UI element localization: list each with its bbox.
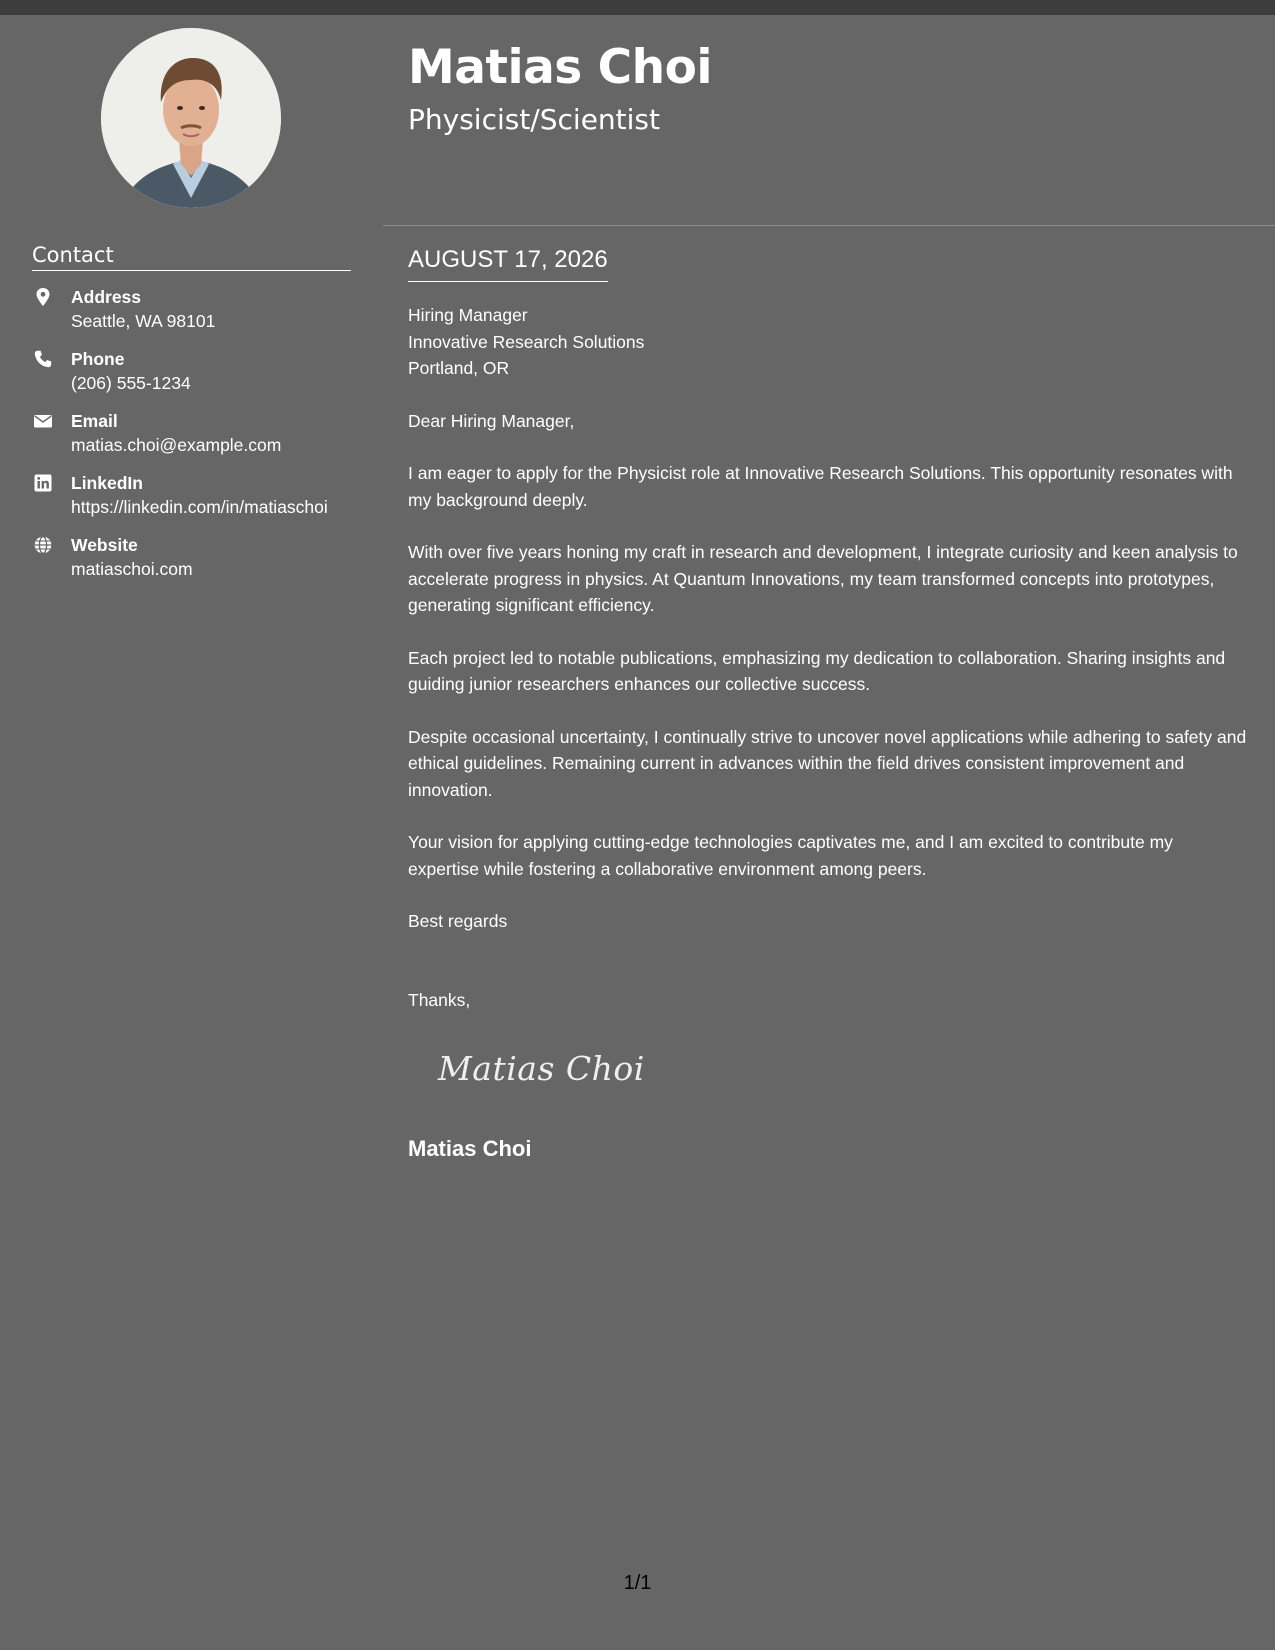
linkedin-value[interactable]: https://linkedin.com/in/matiaschoi	[71, 497, 328, 517]
contact-label: Address	[71, 287, 142, 307]
page-number: 1/1	[623, 1572, 652, 1594]
top-bar	[0, 0, 1275, 15]
contact-item-website	[32, 533, 357, 581]
paragraph: Each project led to notable publications, emphasizing my dedication to collaboration. Sharing insights and guiding junior researchers enhances our collective success.	[408, 647, 1226, 694]
closing: Thanks,	[408, 989, 471, 1010]
regards: Best regards	[408, 911, 508, 931]
contact-item-address	[32, 285, 357, 333]
contact-item-phone	[32, 347, 357, 395]
globe-icon	[34, 536, 52, 554]
contact-label: LinkedIn	[71, 473, 143, 493]
contact-label: Phone	[71, 349, 125, 369]
paragraph: Despite occasional uncertainty, I continually strive to uncover novel applications while adhering to safety and ethical guidelines. Remaining current in advances within the field drives consistent improvement and innovation.	[408, 726, 1247, 800]
paragraph: With over five years honing my craft in research and development, I integrate curiosity and keen analysis to accelerate progress in physics. At Quantum Innovations, my team transformed concepts into prototypes, generating significant efficiency.	[408, 542, 1238, 615]
salutation: Dear Hiring Manager,	[408, 410, 575, 431]
paragraph: I am eager to apply for the Physicist role at Innovative Research Solutions. This opportunity resonates with my background deeply.	[408, 463, 1233, 510]
letter-date: AUGUST 17, 2026	[408, 244, 608, 282]
phone-value: (206) 555-1234	[71, 373, 191, 393]
paragraph: Your vision for applying cutting-edge technologies captivates me, and I am excited to contribute my expertise while fostering a collaborative environment among peers.	[408, 832, 1173, 879]
recipient-line: Hiring Manager	[408, 305, 528, 325]
phone-icon	[34, 350, 52, 368]
header-divider	[383, 225, 1275, 226]
signature: Matias Choi	[438, 1049, 645, 1088]
map-pin-icon	[34, 288, 52, 306]
header-title: Physicist/Scientist	[408, 103, 660, 136]
header-name: Matias Choi	[408, 40, 712, 95]
contact-heading: Contact	[32, 241, 351, 271]
address-value: Seattle, WA 98101	[71, 311, 216, 331]
contact-item-linkedin	[32, 471, 357, 519]
profile-photo	[101, 28, 281, 208]
recipient-line: Portland, OR	[408, 358, 510, 378]
contact-item-email	[32, 409, 357, 457]
contact-list	[32, 285, 357, 595]
signer-name: Matias Choi	[408, 1136, 532, 1161]
website-value[interactable]: matiaschoi.com	[71, 559, 193, 579]
linkedin-icon	[34, 474, 52, 492]
letter-body	[408, 302, 1248, 1039]
email-value[interactable]: matias.choi@example.com	[71, 435, 282, 455]
contact-label: Email	[71, 411, 118, 431]
recipient-block	[408, 302, 1248, 382]
contact-label: Website	[71, 535, 138, 555]
recipient-line: Innovative Research Solutions	[408, 331, 645, 352]
sidebar	[0, 15, 383, 1650]
envelope-icon	[34, 412, 52, 430]
